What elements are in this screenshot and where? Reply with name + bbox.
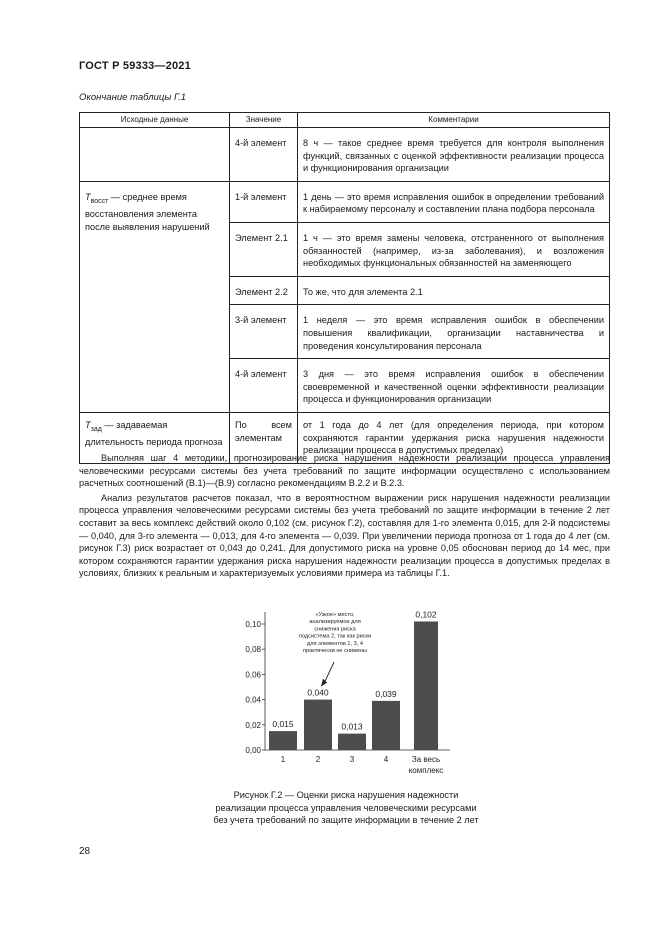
column-header: Значение [230,113,298,128]
table-header-row [80,113,610,128]
value-cell: 3-й элемент [230,305,298,359]
value-cell: 1-й элемент [230,181,298,222]
y-tick-label: 0,00 [245,746,261,755]
param-symbol: T [85,419,91,430]
chart-annotation: «Узкое» место, анализируемое для снижения риска подсистема 2, так как риски для элементов 1, 3, 4 практически не снижены [298,612,372,654]
value-cell: По всем элементам [230,412,298,463]
comment-cell: от 1 года до 4 лет (для определения периода, при котором сохраняются гарантии удержания риска нарушения надежности реализации процесса в допустимых пределах) [298,412,610,463]
x-tick-label: За весь комплекс [408,755,444,775]
bar [338,734,366,750]
annotation-arrow-line [324,662,334,684]
comment-cell: 3 дня — это время исправления ошибок в обеспечении своевременной и качественной оценки эффективности реализации процесса и функционирования организации [298,359,610,413]
figure-caption: Рисунок Г.2 — Оценки риска нарушения надежности реализации процесса управления человеческими ресурсами без учета требований по защите информации в течение 2 лет [213,790,479,826]
bar-value-label: 0,040 [307,687,329,698]
bar-value-label: 0,013 [341,721,363,732]
document-title: ГОСТ Р 59333—2021 [79,60,191,72]
data-table [79,112,610,464]
risk-bar-chart [220,602,460,778]
bar-value-label: 0,015 [272,719,294,730]
table-row [80,181,610,222]
comment-cell: 8 ч — такое среднее время требуется для контроля выполнения функций, связанных с оценкой эффективности реализации процесса и функционирования организации [298,128,610,182]
param-cell [80,128,230,182]
body-text [79,452,610,580]
value-cell: Элемент 2.1 [230,222,298,276]
bar [414,621,438,750]
table-row [80,128,610,182]
paragraph: Анализ результатов расчетов показал, что в вероятностном выражении риск нарушения надежности реализации процесса управления человеческими ресурсами системы без учета требований по защите информации в течение 2 лет составит за весь комплекс действий около 0,102 (см. рисунок Г.2), составляя для 1-го элемента 0,015, для 2-й подсистемы — 0,040, для 3-го элемента — 0,013, для 4-го элемента — 0,039. При увеличении периода прогноза от 1 года до 4 лет (см. рисунок Г.3) риск возрастает от 0,043 до 0,241. Для допустимого риска на уровне 0,05 обоснован период до 14 мес, при котором сохраняются гарантии удержания риска нарушения надежности реализации процесса в допустимых пределах в условиях, близких к реальным и характеризуемых условиями примера из таблицы Г.1. [79,492,610,579]
param-symbol: T [85,191,91,202]
bar [372,701,400,750]
page-number: 28 [79,846,91,857]
y-tick-label: 0,02 [245,720,261,730]
y-tick-label: 0,08 [245,645,261,655]
value-cell: 4-й элемент [230,359,298,413]
chart-svg [220,602,460,778]
param-description: — задаваемая длительность периода прогноза [85,419,223,448]
x-tick-label: 4 [383,755,389,764]
x-tick-label: 2 [315,755,321,764]
x-tick-label: 1 [280,755,286,764]
param-subscript: восст [90,197,109,205]
bar [304,700,332,750]
column-header: Исходные данные [80,113,230,128]
comment-cell: 1 день — это время исправления ошибок в определении требований к набираемому персоналу и составлении плана подбора персонала [298,181,610,222]
param-cell [80,181,230,412]
bar [269,731,297,750]
table-caption: Окончание таблицы Г.1 [79,92,187,103]
value-cell: Элемент 2.2 [230,276,298,305]
param-description: — среднее время восстановления элемента после выявления нарушений [85,191,210,232]
y-tick-label: 0,06 [245,670,261,680]
comment-cell: 1 ч — это время замены человека, отстраненного от выполнения обязанностей (например, из-за заболевания), и возложения необходимых функциональных обязанностей на заменяющего [298,222,610,276]
y-tick-label: 0,04 [245,695,261,705]
comment-cell: То же, что для элемента 2.1 [298,276,610,305]
comment-cell: 1 неделя — это время исправления ошибок в обеспечении повышения квалификации, организации наставничества и проведения консультирования персонала [298,305,610,359]
value-cell: 4-й элемент [230,128,298,182]
bar-value-label: 0,102 [415,609,437,620]
paragraph: Выполняя шаг 4 методики, прогнозирование риска нарушения надежности реализации процесса управления человеческими ресурсами системы без учета требований по защите информации осуществлено с использованием расчетных соотношений (В.1)—(В.9) согласно рекомендациям В.2.2 и В.2.3. [79,453,610,489]
column-header: Комментарии [298,113,610,128]
x-tick-label: 3 [349,755,355,764]
bar-value-label: 0,039 [375,688,397,699]
param-subscript: зад [90,425,102,433]
y-tick-label: 0,10 [245,620,261,629]
